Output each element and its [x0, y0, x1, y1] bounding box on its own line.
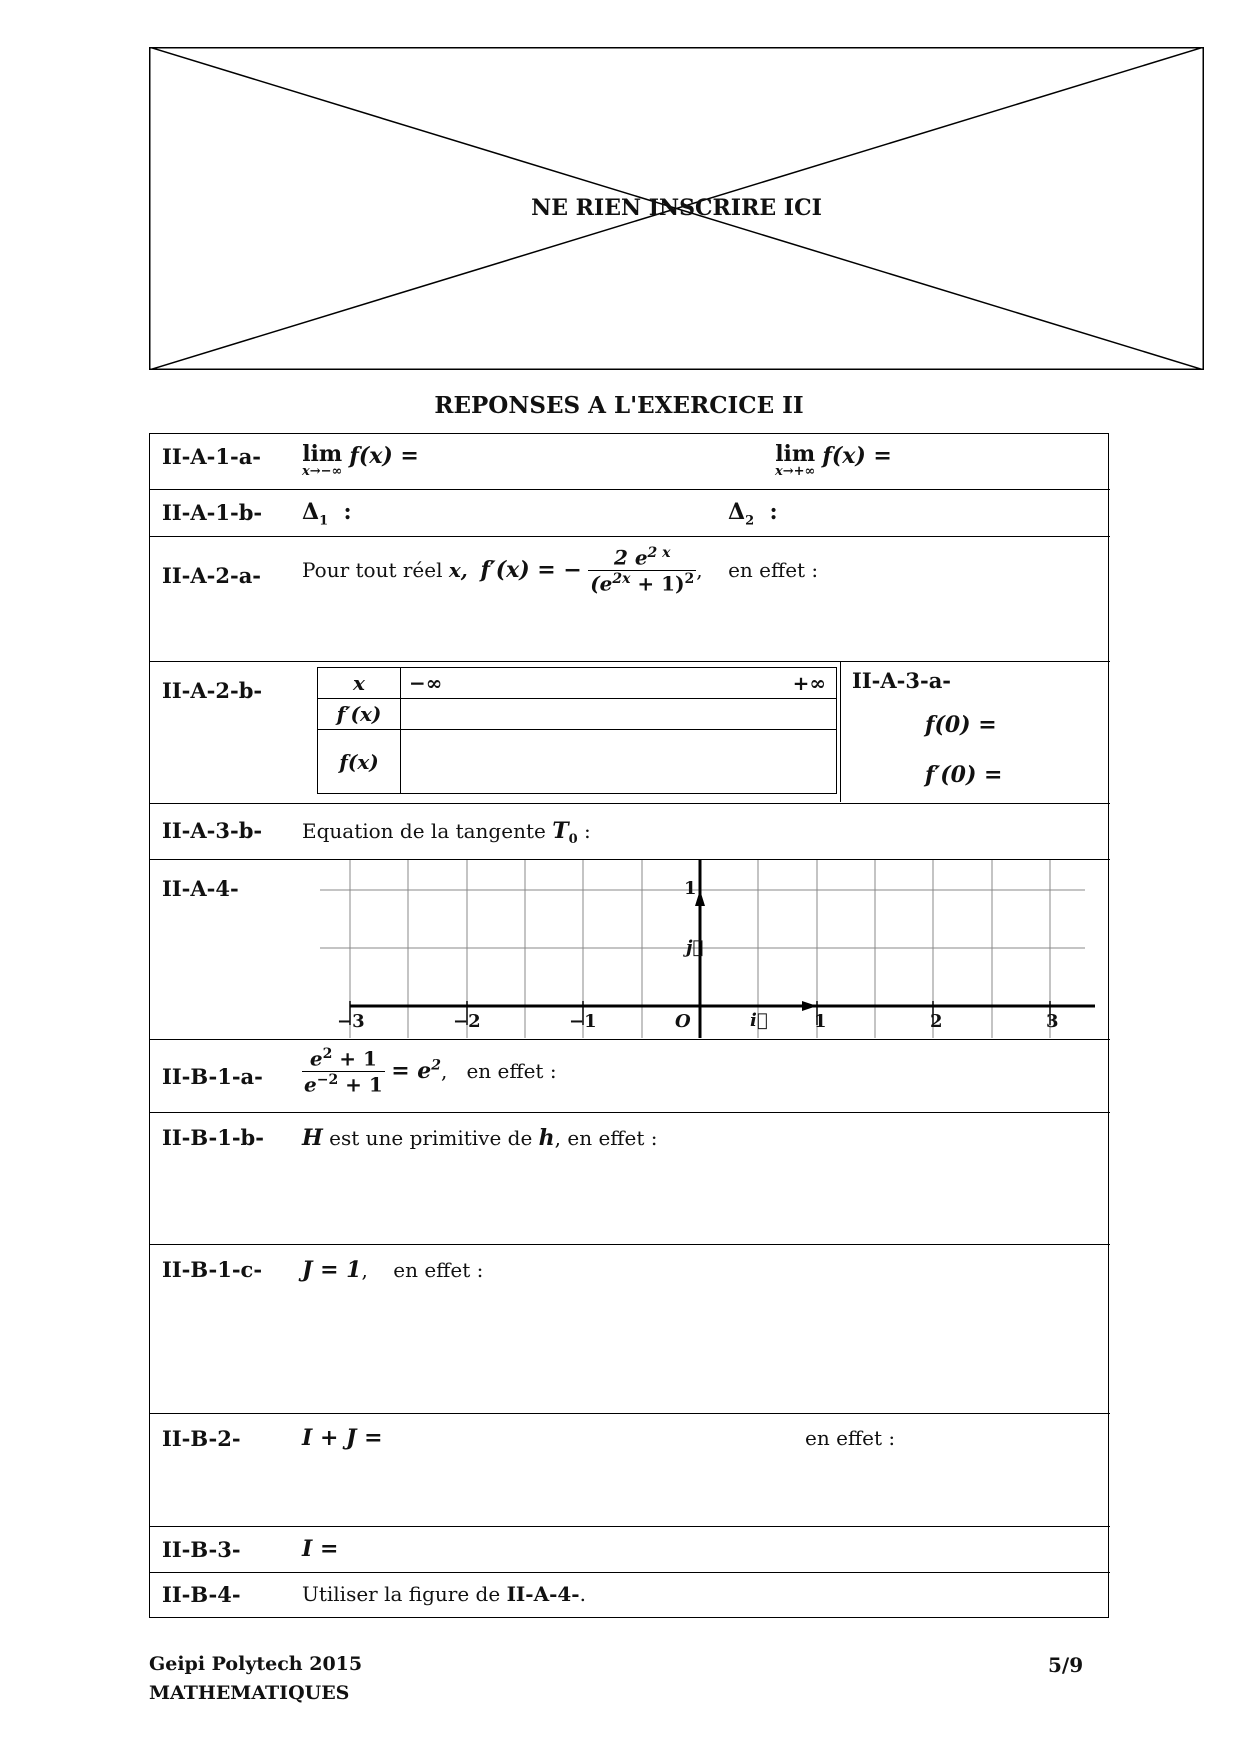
row-label: II-A-3-b- — [162, 818, 263, 843]
derivative-statement: Pour tout réel x, f′(x) = − $\frac{2 e^{2 x}}{(e^{2x} + 1)^2}$ , en effet : — [302, 545, 819, 596]
row-label: II-A-4- — [162, 876, 239, 901]
row-label: II-A-1-a- — [162, 444, 262, 469]
i-vector-arrowhead — [802, 1001, 817, 1011]
footer-exam: Geipi Polytech 2015 — [149, 1653, 363, 1675]
i-plus-j: I + J = — [302, 1425, 383, 1451]
variation-table — [317, 667, 837, 794]
x-tick-label: −1 — [569, 1011, 597, 1032]
limit-plus-inf: lim x→+∞ f(x) = — [775, 441, 892, 479]
asymptote-delta1: $\Delta_1$ : — [302, 499, 352, 529]
row-label: II-A-2-b- — [162, 678, 263, 703]
row-label: II-B-3- — [162, 1537, 241, 1562]
limit-minus-inf: lim x→−∞ f(x) = — [302, 441, 419, 479]
row-b1a — [150, 1040, 1110, 1113]
row-label-a3a: II-A-3-a- — [852, 668, 952, 693]
row-b3 — [150, 1527, 1110, 1573]
graph-grid[interactable] — [320, 860, 1100, 1038]
divider-a3a — [840, 662, 841, 802]
row-a4 — [150, 860, 1110, 1040]
row-a2a — [150, 537, 1110, 662]
row-label: II-B-1-a- — [162, 1064, 263, 1089]
j-value: J = 1, en effet : — [302, 1257, 484, 1283]
i-vector-label: i⃗ — [750, 1010, 768, 1031]
row-b4 — [150, 1573, 1110, 1616]
f-of-zero: f(0) = — [925, 712, 997, 738]
do-not-write-text: NE RIEN INSCRIRE ICI — [531, 195, 822, 221]
footer-subject: MATHEMATIQUES — [149, 1682, 350, 1704]
row-label: II-B-4- — [162, 1582, 241, 1607]
row-b1c — [150, 1245, 1110, 1414]
tangent-equation: Equation de la tangente $T_0$ : — [302, 818, 591, 847]
i-value: I = — [302, 1536, 339, 1562]
figure-reference: Utiliser la figure de II-A-4-. — [302, 1582, 586, 1606]
row-label: II-A-2-a- — [162, 563, 262, 588]
table-f-cell[interactable] — [401, 730, 837, 794]
row-label: II-B-1-b- — [162, 1125, 264, 1150]
row-label: II-A-1-b- — [162, 500, 263, 525]
row-label: II-B-2- — [162, 1426, 241, 1451]
x-tick-label: −2 — [453, 1011, 481, 1032]
fraction-identity: $\frac{e^2 + 1}{e^{-2} + 1}$ = $e^2$, en effet : — [304, 1046, 557, 1097]
row-b2 — [150, 1414, 1110, 1527]
origin-label: O — [675, 1011, 691, 1032]
do-not-write-box — [149, 47, 1204, 370]
x-tick-label: 3 — [1046, 1011, 1059, 1032]
fprime-of-zero: f′(0) = — [925, 762, 1003, 788]
table-f-header: f(x) — [318, 730, 401, 794]
table-x-header: x — [318, 668, 401, 699]
row-a1b — [150, 490, 1110, 537]
y-tick-label: 1 — [684, 878, 697, 899]
row-label: II-B-1-c- — [162, 1257, 263, 1282]
row-a1a — [150, 434, 1110, 490]
j-vector-label: j⃗ — [686, 937, 704, 958]
section-title: REPONSES A L'EXERCICE II — [434, 392, 804, 419]
table-x-range: −∞ +∞ — [401, 668, 837, 699]
answers-table — [149, 433, 1109, 1618]
row-b1b — [150, 1113, 1110, 1245]
x-tick-label: −3 — [337, 1011, 365, 1032]
page-number: 5/9 — [1048, 1653, 1084, 1677]
x-tick-label: 2 — [930, 1011, 943, 1032]
table-fprime-header: f′(x) — [318, 699, 401, 730]
asymptote-delta2: $\Delta_2$ : — [728, 499, 778, 529]
table-fprime-cell[interactable] — [401, 699, 837, 730]
row-a2b — [150, 662, 1110, 804]
primitive-statement: H est une primitive de h, en effet : — [302, 1125, 658, 1151]
x-tick-label: 1 — [814, 1011, 827, 1032]
en-effet: en effet : — [805, 1426, 896, 1450]
row-a3b — [150, 804, 1110, 860]
